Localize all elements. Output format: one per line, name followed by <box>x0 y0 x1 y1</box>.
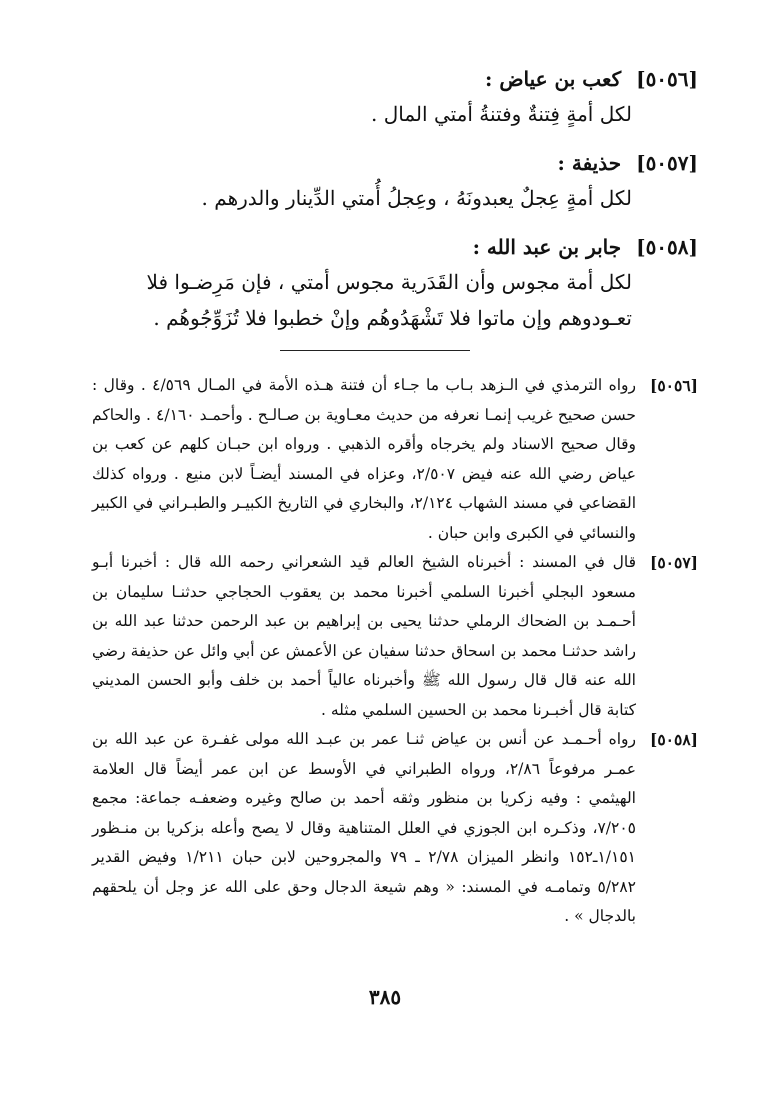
footnote-number: [٥٠٥٦] <box>650 376 698 395</box>
entry-text: لكل أمةٍ عِجلٌ يعبدونَهُ ، وعِجلُ أُمتي الدِّينار والدرهم . <box>201 186 632 210</box>
entry-narrator: جابر بن عبد الله : <box>472 235 622 259</box>
entry-number: [٥٠٥٧] <box>636 151 698 175</box>
entry-narrator: حذيفة : <box>557 151 622 175</box>
footnote-number: [٥٠٥٨] <box>650 730 698 749</box>
entry-text: لكل أمة مجوس وأن القَدَرية مجوس أمتي ، فإن مَرِضـوا فلا تعـودوهم وإن ماتوا فلا تَشْهَدُوهُم وإنْ خطبوا فلا تُزَوِّجُوهُم . <box>146 270 632 330</box>
entry-narrator: كعب بن عياض : <box>485 67 622 91</box>
entry-header <box>92 62 698 96</box>
footnote-text: رواه الترمذي في الـزهد بـاب ما جـاء أن فتنة هـذه الأمة في المـال ٤/٥٦٩ . وقال : حسن صحيح غريب إنمـا نعرفه من حديث معـاوية بن صـالـح . وأحمـد ٤/١٦٠ . والحاكم وقال صحيح الاسناد ولم يخرجاه وأقره الذهبي . ورواه ابن حبـان كلهم عن كعب بن عياض رضي الله عنه فيض ٢/٥٠٧، وعزاه في المسند أيضـاً لابن منيع . ورواه كذلك القضاعي في مسند الشهاب ٢/١٢٤، والبخاري في التاريخ الكبيـر والطبـراني في الكبير والنسائي في الكبرى وابن حبان . <box>92 376 637 542</box>
footnote-number: [٥٠٥٧] <box>650 553 698 572</box>
footnote-5056 <box>92 371 698 548</box>
page-number: ٣٨٥ <box>368 985 402 1009</box>
entry-number: [٥٠٥٦] <box>636 67 698 91</box>
footnote-text: رواه أحـمـد عن أنس بن عياض ثنـا عمر بن عبـد الله مولى غفـرة عن عبد الله بن عمـر مرفوعاً ٢/٨٦، ورواه الطبراني في الأوسط عن ابن عمر أيضاً قال العلامة الهيثمي : وفيه زكريا بن منظور وثقه أحمد بن صالح وغيره وضعفـه جماعة: مجمع ٧/٢٠٥، وذكـره ابن الجوزي في العلل المتناهية وقال لا يصح وأعله بزكريا بن منـظور ١/١٥١ـ١٥٢ وانظر الميزان ٢/٧٨ ـ ٧٩ والمجروحين لابن حبان ١/٢١١ وفيض القدير ٥/٢٨٢ وتمامـه في المسند: « وهم شيعة الدجال وحق على الله عز وجل أن يلحقهم بالدجال » . <box>92 730 636 925</box>
footnote-5058 <box>92 725 698 932</box>
entry-number: [٥٠٥٨] <box>636 235 698 259</box>
entry-header <box>92 230 698 264</box>
hadith-entry-5057 <box>92 146 698 216</box>
entry-header <box>92 146 698 180</box>
footnote-separator <box>280 350 470 351</box>
hadith-entry-5058 <box>92 230 698 336</box>
footnote-5057 <box>92 548 698 725</box>
footnotes <box>92 371 698 932</box>
footnote-text: قال في المسند : أخبرناه الشيخ العالم قيد الشعراني رحمه الله قال : أخبرنا أبـو مسعود البجلي أخبرنا السلمي أخبرنا محمد بن يعقوب الحجاجي حدثنـا سليمان بن أحـمـد بن الضحاك الرملي حدثنا يحيى بن إبراهيم بن عبد الرحمن حدثنا عبد الله بن راشد حدثنـا محمد بن اسحاق حدثنا سفيان عن الأعمش عن أبي وائل عن حذيفة رضي الله عنه قال قال رسول الله ﷺ وأخبرناه عالياً أحمد بن خلف وأبو الحسن المديني كتابة قال أخبـرنا محمد بن الحسين السلمي مثله . <box>92 553 636 719</box>
entry-text: لكل أمةٍ فِتنةٌ وفتنةُ أمتي المال . <box>371 102 632 126</box>
hadith-entry-5056 <box>92 62 698 132</box>
